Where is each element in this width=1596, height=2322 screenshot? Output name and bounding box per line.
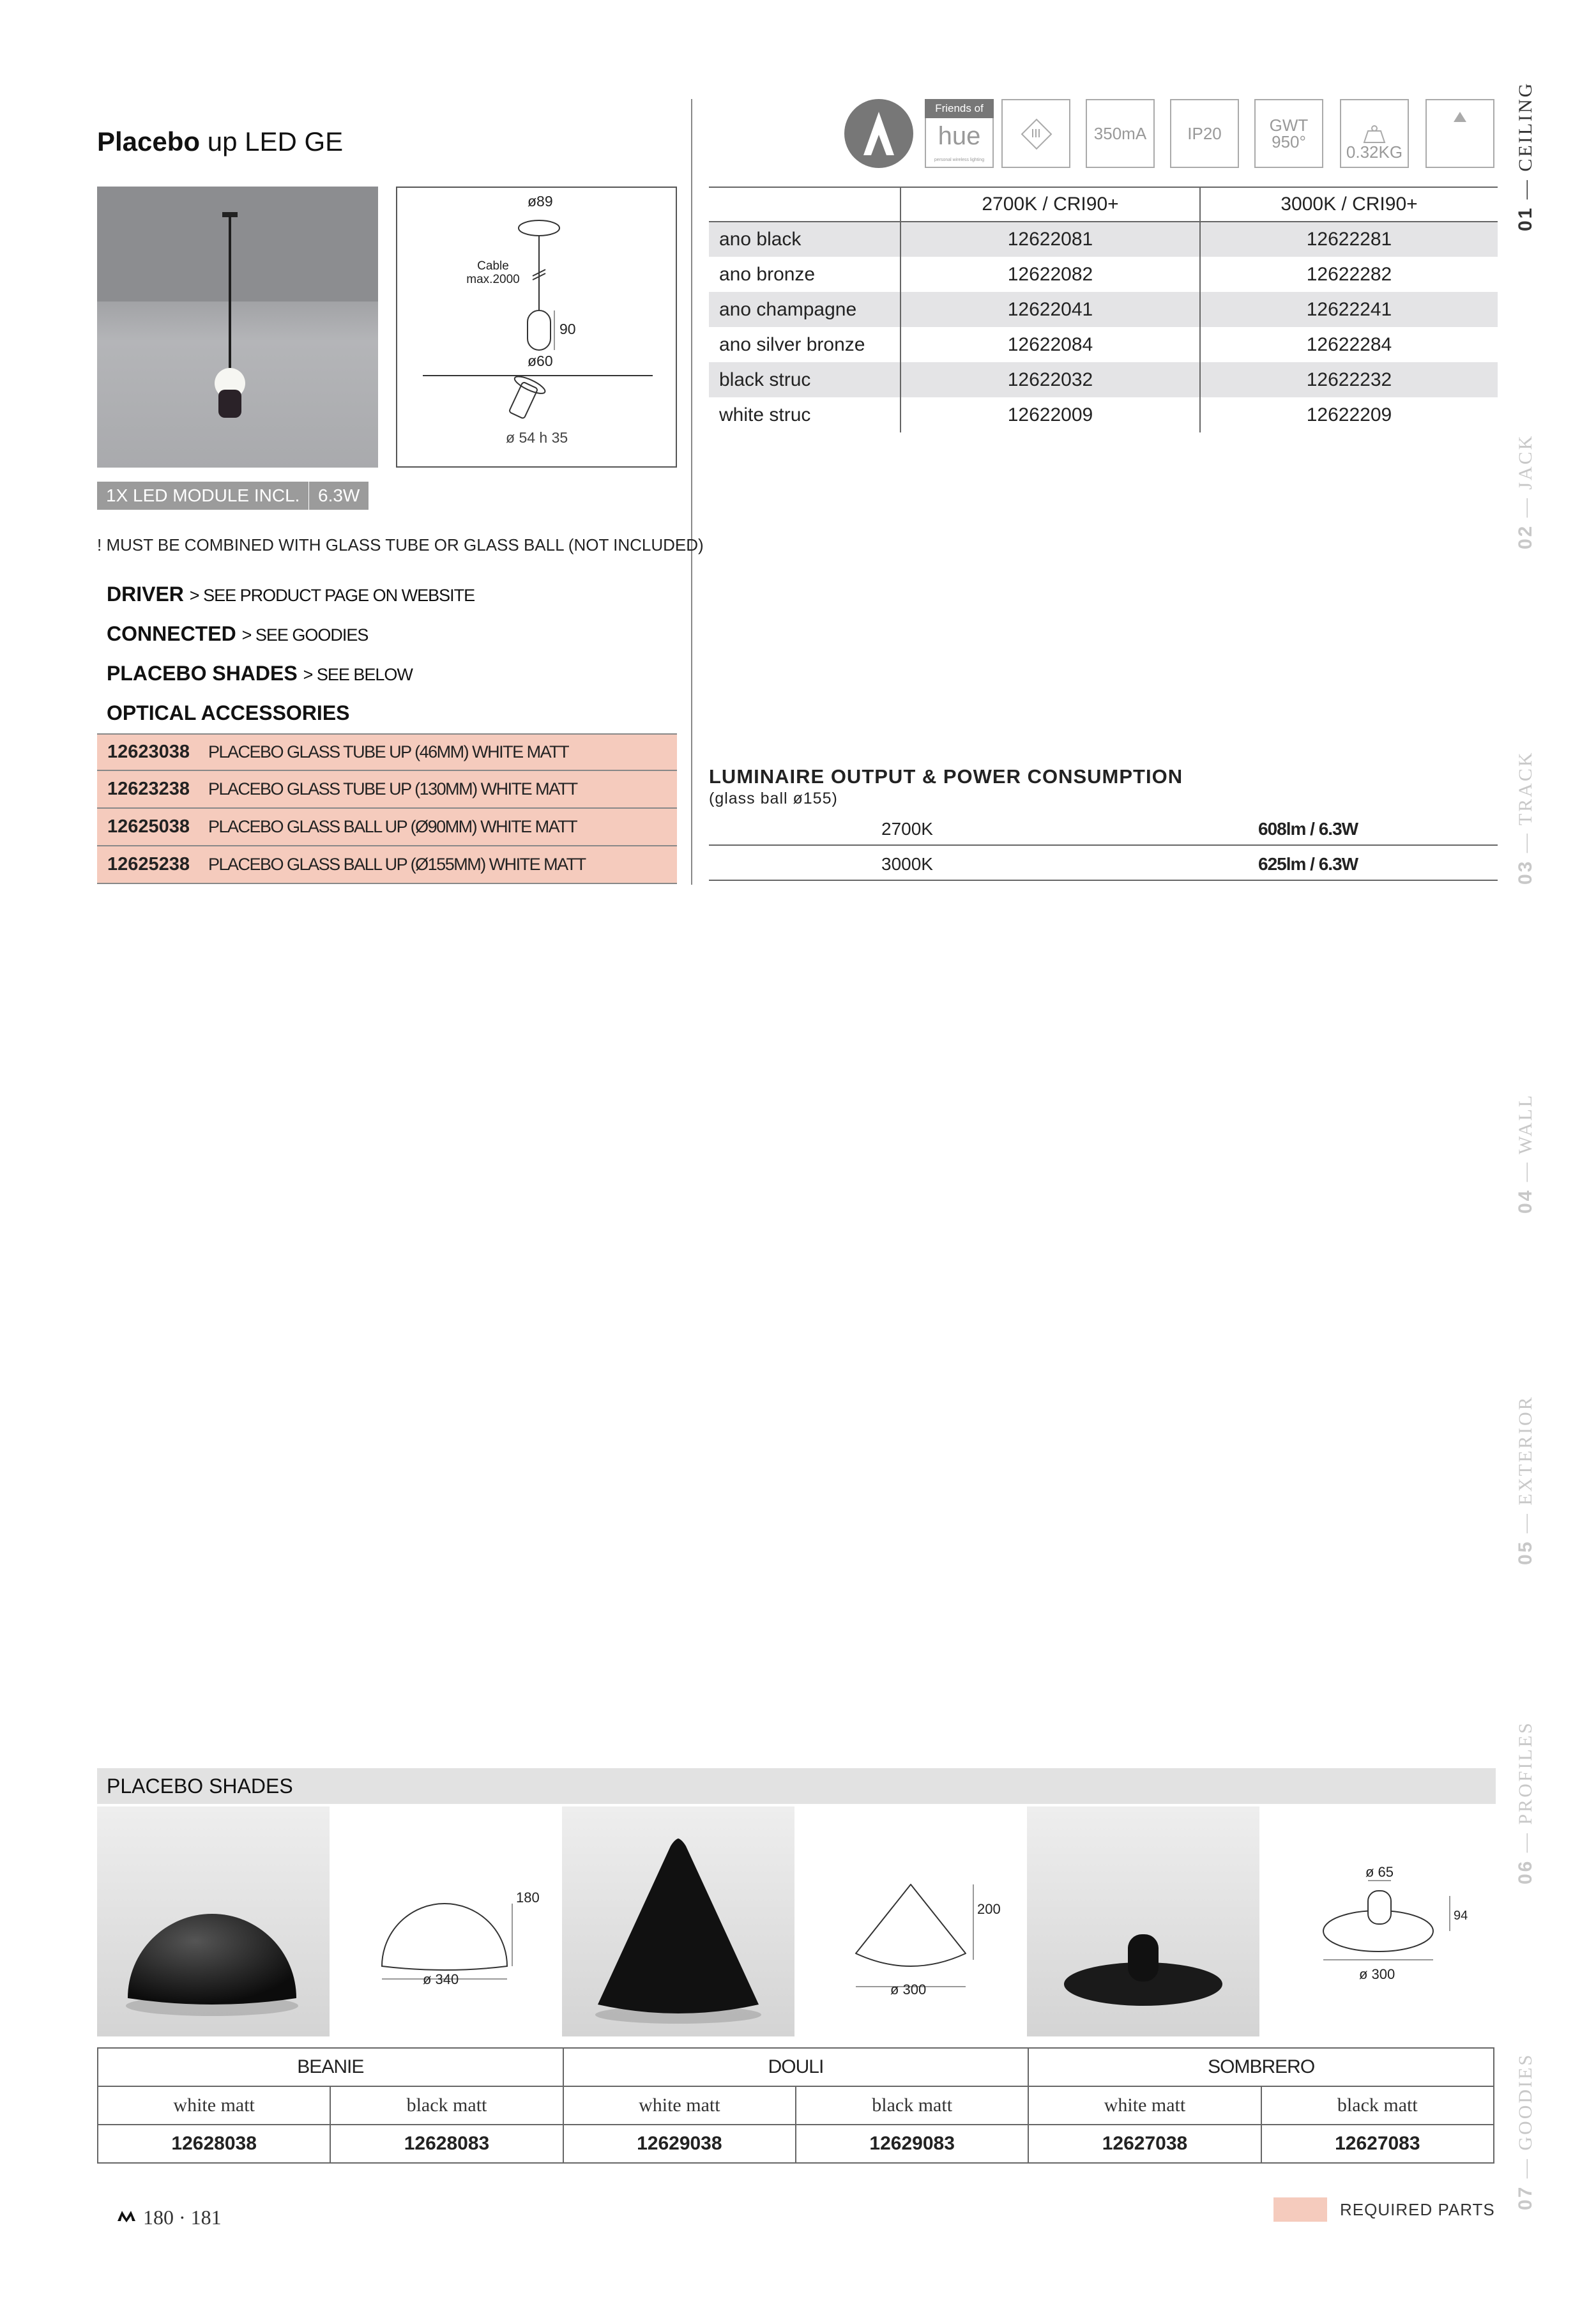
accessory-code: 12623238 [107, 779, 190, 799]
shade-code: 12628038 [98, 2125, 330, 2163]
douli-drawing [794, 1806, 1027, 2036]
side-nav-wall[interactable]: 04 — WALL [1515, 1093, 1536, 1214]
table-row [97, 733, 677, 771]
accessory-desc: PLACEBO GLASS BALL UP (Ø90MM) WHITE MATT [208, 817, 577, 836]
beanie-photo [97, 1806, 330, 2036]
side-nav-exterior[interactable]: 05 — EXTERIOR [1515, 1395, 1536, 1565]
dim-douli-height: 200 [977, 1901, 1001, 1917]
product-photo [97, 187, 378, 468]
table-row [97, 809, 677, 846]
shade-finish: black matt [1261, 2086, 1494, 2125]
dim-douli-diameter: ø 300 [890, 1982, 927, 1997]
combination-note: ! MUST BE COMBINED WITH GLASS TUBE OR GLASS BALL (NOT INCLUDED) [97, 535, 704, 554]
douli-photo [562, 1806, 794, 2036]
table-row: white struc 12622009 12622209 [709, 397, 1498, 432]
side-nav-profiles[interactable]: 06 — PROFILES [1515, 1721, 1536, 1884]
optical-accessories-heading: OPTICAL ACCESSORIES [107, 701, 350, 724]
ip-badge: IP20 [1170, 99, 1239, 168]
dim-beanie-height: 180 [516, 1890, 540, 1906]
table-header-blank [709, 187, 901, 222]
shade-code: 12629038 [563, 2125, 796, 2163]
table-row: ano bronze 12622082 12622282 [709, 257, 1498, 292]
shade-finish: black matt [330, 2086, 563, 2125]
shade-name: DOULI [563, 2048, 1029, 2086]
luminaire-subtitle: (glass ball ø155) [709, 790, 838, 807]
table-row: ano champagne 12622041 12622241 [709, 292, 1498, 327]
hue-badge: Friends of hue personal wireless lighting [925, 99, 994, 168]
required-parts-swatch [1273, 2197, 1327, 2222]
accessory-desc: PLACEBO GLASS TUBE UP (130MM) WHITE MATT [208, 779, 577, 798]
dim-height: 90 [559, 321, 576, 337]
connected-link[interactable]: CONNECTED > SEE GOODIES [107, 622, 369, 645]
accessories-table [97, 733, 677, 884]
table-row [97, 771, 677, 809]
driver-link[interactable]: DRIVER > SEE PRODUCT PAGE ON WEBSITE [107, 583, 475, 606]
dim-cutout: ø 54 h 35 [506, 429, 568, 446]
side-nav-goodies[interactable]: 07 — GOODIES [1515, 2052, 1536, 2210]
shade-finish: white matt [1028, 2086, 1261, 2125]
table-row: ano silver bronze 12622084 12622284 [709, 327, 1498, 362]
shades-table [97, 2047, 1494, 2164]
shade-code: 12628083 [330, 2125, 563, 2163]
sombrero-photo [1027, 1806, 1259, 2036]
shade-finish: white matt [98, 2086, 330, 2125]
column-divider [691, 99, 692, 885]
dim-sombrero-height: 94 [1454, 1909, 1468, 1923]
side-nav-ceiling[interactable]: 01 — CEILING [1515, 81, 1536, 231]
class-iii-icon: III [1001, 99, 1070, 168]
luminaire-title: LUMINAIRE OUTPUT & POWER CONSUMPTION [709, 765, 1183, 788]
sombrero-drawing [1259, 1806, 1492, 2036]
ceiling-mount-icon [1425, 99, 1494, 168]
dim-top-diameter: ø89 [528, 193, 553, 210]
dim-body-diameter: ø60 [528, 353, 553, 369]
table-header-3000k: 3000K / CRI90+ [1200, 187, 1498, 222]
dim-sombrero-diameter: ø 300 [1359, 1966, 1395, 1982]
wattage-pill: 6.3W [309, 482, 369, 510]
led-module-pill: 1X LED MODULE INCL. [97, 482, 308, 510]
table-row: ano black 12622081 12622281 [709, 222, 1498, 257]
page-numbers: 180 · 181 [143, 2206, 222, 2229]
brand-logo-icon [844, 99, 913, 168]
shade-code: 12629083 [796, 2125, 1028, 2163]
article-table [709, 187, 1498, 432]
accessory-code: 12623038 [107, 742, 190, 762]
shade-code: 12627083 [1261, 2125, 1494, 2163]
shade-name: BEANIE [98, 2048, 563, 2086]
current-badge: 350mA [1086, 99, 1155, 168]
accessory-code: 12625038 [107, 816, 190, 837]
table-header-2700k: 2700K / CRI90+ [901, 187, 1200, 222]
weight-icon [1362, 125, 1387, 144]
dim-cable: Cable max.2000 [466, 259, 520, 286]
dim-sombrero-top: ø 65 [1365, 1864, 1394, 1880]
weight-badge: 0.32KG [1340, 99, 1409, 168]
table-row: 3000K 625lm / 6.3W [709, 846, 1498, 881]
shade-code: 12627038 [1028, 2125, 1261, 2163]
accessory-code: 12625238 [107, 854, 190, 875]
dim-beanie-diameter: ø 340 [423, 1971, 459, 1987]
side-nav-track[interactable]: 03 — TRACK [1515, 751, 1536, 885]
table-row: 2700K 608lm / 6.3W [709, 811, 1498, 846]
shades-heading: PLACEBO SHADES [97, 1768, 1496, 1804]
required-parts-label: REQUIRED PARTS [1340, 2200, 1495, 2219]
shade-finish: white matt [563, 2086, 796, 2125]
table-row: black struc 12622032 12622232 [709, 362, 1498, 397]
beanie-drawing [330, 1806, 562, 2036]
dimension-drawing [396, 187, 677, 468]
shade-finish: black matt [796, 2086, 1028, 2125]
shades-link[interactable]: PLACEBO SHADES > SEE BELOW [107, 662, 413, 685]
table-row [97, 846, 677, 884]
brand-mark-icon [116, 2208, 137, 2222]
shade-name: SOMBRERO [1028, 2048, 1494, 2086]
gwt-badge: GWT 950° [1254, 99, 1323, 168]
accessory-desc: PLACEBO GLASS TUBE UP (46MM) WHITE MATT [208, 742, 569, 761]
accessory-desc: PLACEBO GLASS BALL UP (Ø155MM) WHITE MATT [208, 855, 586, 874]
page-title: Placebo up LED GE [97, 126, 344, 157]
side-nav-jack[interactable]: 02 — JACK [1515, 434, 1536, 549]
